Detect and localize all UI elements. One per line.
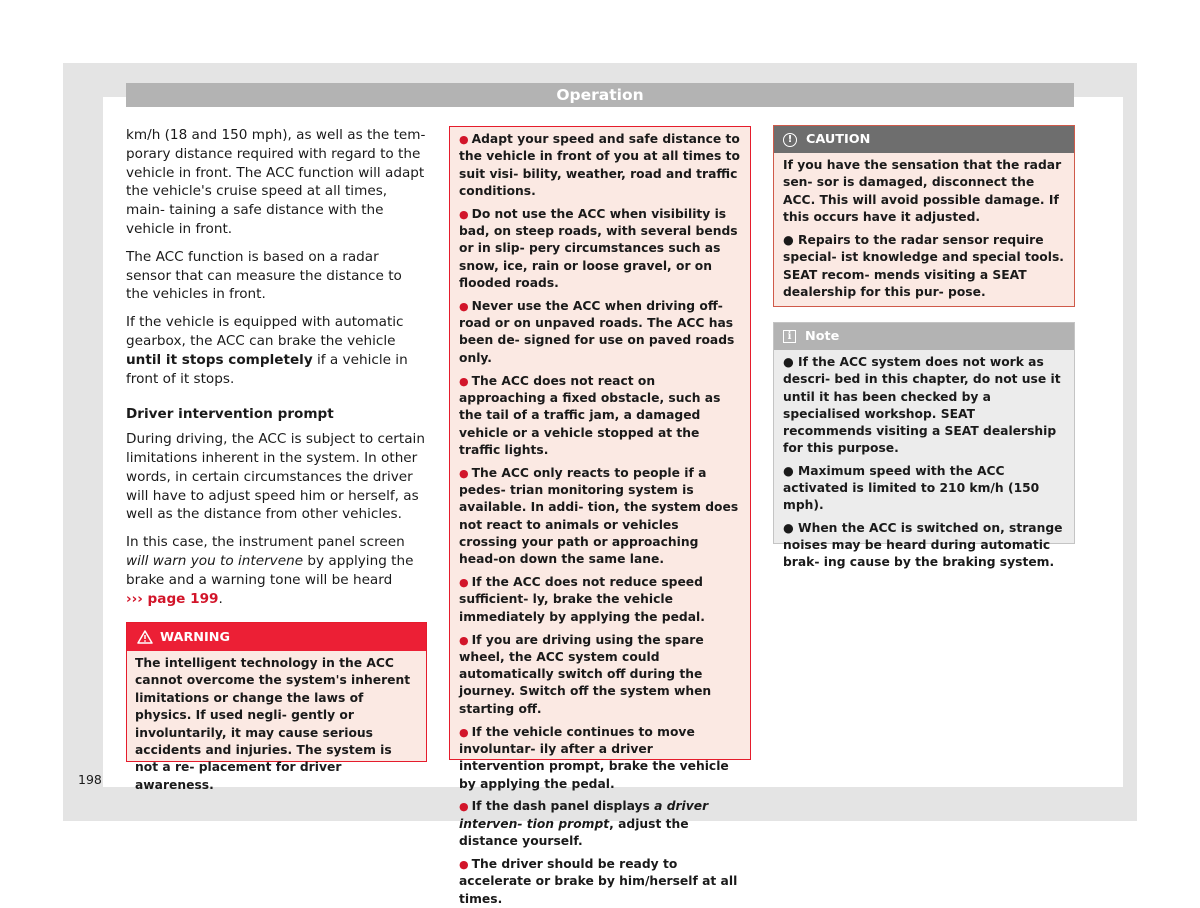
subheading: Driver intervention prompt — [126, 406, 334, 423]
italic-text: will warn you to intervene — [126, 552, 304, 569]
caution-text — [783, 232, 1065, 301]
emphasis-text: until it stops completely — [126, 351, 313, 368]
note-item — [783, 463, 1065, 515]
caution-box — [773, 125, 1075, 307]
list-item — [459, 465, 741, 569]
paragraph: During driving, the ACC is subject to certain limitations inherent in the system. In other words, in certain circumstances the driver will have to adjust speed him or herself, as well as the distance from other vehicles. — [126, 431, 425, 523]
bullet-icon: ● — [459, 466, 469, 480]
bullet-icon: ● — [459, 207, 469, 221]
caution-body — [774, 153, 1074, 301]
text-span: . — [218, 590, 223, 607]
list-item — [459, 373, 741, 459]
list-item-text: If the vehicle continues to move involuntar- ily after a driver intervention prompt, brake the vehicle by applying the pedal. — [459, 724, 729, 791]
bullet-icon: ● — [459, 725, 469, 739]
warning-header — [127, 623, 426, 651]
list-item-text: , adjust the distance yourself. — [459, 816, 689, 849]
caution-circle-icon: ! — [783, 133, 797, 147]
paragraph: km/h (18 and 150 mph), as well as the tem- porary distance required with regard to the vehicle in front. The ACC function will adapt the vehicle's cruise speed at all times, main- taining a safe distance with the vehicle in front. — [126, 127, 426, 237]
warning-box — [126, 622, 427, 792]
text-span: In this case, the instrument panel screen — [126, 534, 405, 551]
note-header — [774, 323, 1074, 350]
note-item-text: When the ACC is switched on, strange noises may be heard during automatic brak- ing cause by the braking system. — [783, 520, 1063, 570]
bullet-icon: ● — [783, 463, 794, 478]
bullet-icon: ● — [459, 857, 469, 871]
bullet-icon: ● — [783, 233, 794, 248]
list-item-text: If you are driving using the spare wheel, the ACC system could automatically switch off during the journey. Switch off the system when starting off. — [459, 632, 712, 716]
list-item — [459, 798, 741, 850]
note-title: Note — [805, 329, 840, 344]
list-item-text: Never use the ACC when driving off-road or on unpaved roads. The ACC has been de- signed for use on paved roads only. — [459, 298, 735, 365]
bullet-icon: ● — [459, 299, 469, 313]
note-item-text: Maximum speed with the ACC activated is limited to 210 km/h (150 mph). — [783, 463, 1040, 513]
note-box — [773, 322, 1075, 570]
list-item-text: The ACC does not react on approaching a fixed obstacle, such as the tail of a traffic jam, a damaged vehicle or a vehicle stopped at the traffic lights. — [459, 373, 721, 457]
section-header: Operation — [126, 83, 1074, 107]
page-number: 198 — [78, 772, 102, 787]
main-text-column — [126, 126, 428, 617]
text-span: by applying the brake and a warning tone will be heard — [126, 552, 414, 588]
list-item — [459, 574, 741, 626]
note-item — [783, 354, 1065, 458]
list-item-text: The driver should be ready to accelerate or brake by him/herself at all times. — [459, 856, 738, 906]
list-item-text: Do not use the ACC when visibility is bad, on steep roads, with several bends or in slip- pery circumstances such as snow, ice, rain or loose gravel, or on flooded roads. — [459, 206, 738, 290]
warning-title: WARNING — [160, 629, 230, 645]
list-item — [459, 131, 741, 200]
list-item-text: If the dash panel displays — [471, 799, 655, 814]
paragraph: The ACC function is based on a radar sensor that can measure the distance to the vehicles in front. — [126, 248, 402, 303]
note-item — [783, 520, 1065, 572]
link-arrows: ››› — [126, 590, 143, 607]
bullet-icon: ● — [459, 633, 469, 647]
caution-title: CAUTION — [806, 132, 871, 147]
list-item-text: The ACC only reacts to people if a pedes- trian monitoring system is available. In addi- tion, the system does not react to animals or vehicles crossing your path or approaching head-on down the same lane. — [459, 465, 739, 567]
warning-triangle-icon — [137, 630, 153, 644]
text-span: If the vehicle is equipped with automatic gearbox, the ACC can brake the vehicle — [126, 314, 404, 349]
safety-list-box — [449, 126, 751, 906]
list-item — [459, 206, 741, 292]
paragraph — [126, 313, 428, 388]
bullet-icon: ● — [783, 355, 794, 369]
list-item — [459, 856, 741, 908]
safety-list — [450, 127, 750, 908]
caution-text: If you have the sensation that the radar sen- sor is damaged, disconnect the ACC. This will avoid possible damage. If this occurs have it adjusted. — [783, 158, 1062, 224]
caution-text-span: Repairs to the radar sensor require special- ist knowledge and special tools. SEAT recom- mends visiting a SEAT dealership for this pur- pose. — [783, 233, 1064, 300]
link-text: page 199 — [142, 590, 219, 607]
info-square-icon: i — [783, 330, 796, 343]
list-item — [459, 298, 741, 367]
text-span: if a vehicle in front of it stops. — [126, 351, 408, 387]
list-item — [459, 724, 741, 793]
caution-header — [774, 126, 1074, 153]
bullet-icon: ● — [783, 520, 794, 535]
paragraph — [126, 533, 428, 608]
bullet-icon: ● — [459, 576, 469, 590]
bullet-icon: ● — [459, 133, 469, 146]
bullet-icon: ● — [459, 374, 469, 388]
list-item-text: If the ACC does not reduce speed sufficient- ly, brake the vehicle immediately by applying the pedal. — [459, 575, 705, 624]
page-reference-link[interactable] — [126, 591, 219, 607]
note-body — [774, 350, 1074, 572]
warning-text: The intelligent technology in the ACC cannot overcome the system's inherent limitations or change the laws of physics. If used negli- gently or involuntarily, it may cause serious accidents and injuries. The system is not a re- placement for driver awareness. — [135, 656, 411, 792]
note-item-text: If the ACC system does not work as descri- bed in this chapter, do not use it until it has been checked by a specialised workshop. SEAT recommends visiting a SEAT dealership for this purpose. — [783, 355, 1061, 456]
bullet-icon: ● — [459, 800, 469, 814]
list-item — [459, 632, 741, 718]
italic-text: a driver interven- tion prompt — [459, 799, 709, 831]
list-item-text: Adapt your speed and safe distance to the vehicle in front of you at all times to suit visi- bility, weather, road and traffic conditions. — [459, 132, 740, 198]
